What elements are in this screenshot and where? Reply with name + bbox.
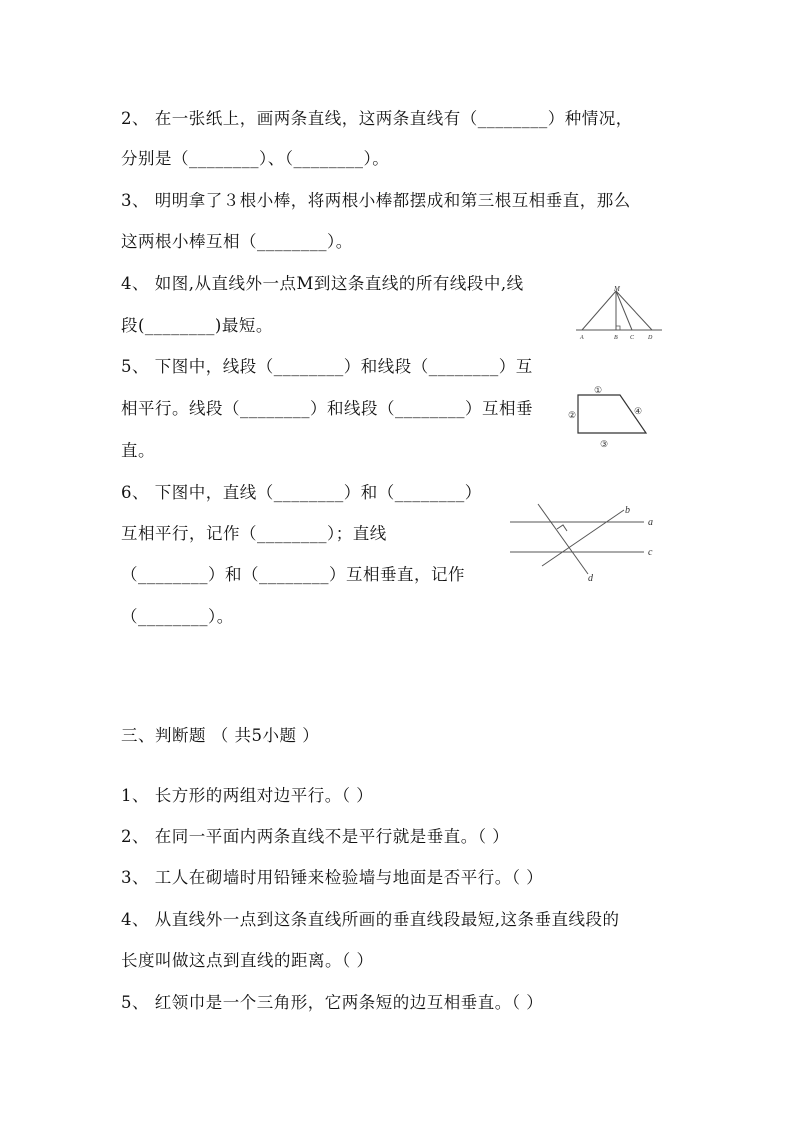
figure-label-m: M: [614, 285, 620, 293]
figure-label-d: D: [648, 335, 653, 341]
line-label-c: c: [648, 547, 653, 558]
judgment-item-2: 2、 在同一平面内两条直线不是平行就是垂直。（ ）: [121, 827, 510, 846]
figure-label-4: ④: [633, 406, 643, 416]
perpendicular-segment-figure: [572, 284, 664, 342]
figure-label-1: ①: [593, 385, 603, 395]
judgment-item-3: 3、 工人在砌墙时用铅锤来检验墙与地面是否平行。（ ）: [121, 868, 544, 887]
question-4-line-2: 段(________)最短。: [121, 316, 273, 335]
judgment-item-4-continued: 长度叫做这点到直线的距离。（ ）: [121, 951, 374, 970]
question-4-line-1: 4、 如图,从直线外一点M到这条直线的所有线段中,线: [121, 274, 524, 293]
question-3-line-2: 这两根小棒互相（________）。: [121, 232, 353, 251]
figure-label-b: B: [614, 335, 618, 341]
figure-label-3: ③: [599, 439, 609, 449]
question-5-line-2: 相平行。线段（________）和线段（________）互相垂: [121, 399, 533, 418]
question-2-line-2: 分别是（________）、（________）。: [121, 149, 390, 168]
judgment-item-1: 1、 长方形的两组对边平行。（ ）: [121, 786, 374, 805]
question-6-line-4: （________）。: [121, 607, 234, 626]
question-6-line-1: 6、 下图中，直线（________）和（________）: [121, 483, 482, 502]
section-heading-judgment: 三、判断题 （ 共5小题 ）: [121, 726, 320, 745]
judgment-item-4: 4、 从直线外一点到这条直线所画的垂直线段最短,这条垂直线段的: [121, 910, 620, 929]
trapezoid-figure: [564, 384, 670, 452]
parallel-perpendicular-lines-figure: [506, 496, 664, 586]
question-3-line-1: 3、 明明拿了３根小棒，将两根小棒都摆成和第三根互相垂直，那么: [121, 191, 631, 210]
question-5-line-1: 5、 下图中，线段（________）和线段（________）互: [121, 357, 533, 376]
question-5-line-3: 直。: [121, 441, 155, 460]
question-6-line-3: （________）和（________）互相垂直，记作: [121, 565, 465, 584]
figure-label-a: A: [580, 335, 584, 341]
line-label-d: d: [588, 573, 593, 584]
question-6-line-2: 互相平行，记作（________）；直线: [121, 524, 387, 543]
line-label-a: a: [648, 517, 653, 528]
question-2-line-1: 2、 在一张纸上，画两条直线，这两条直线有（________）种情况，: [121, 109, 633, 128]
line-label-b: b: [625, 505, 630, 516]
judgment-item-5: 5、 红领巾是一个三角形，它两条短的边互相垂直。（ ）: [121, 993, 544, 1012]
figure-label-c: C: [630, 335, 635, 341]
figure-label-2: ②: [567, 410, 577, 420]
